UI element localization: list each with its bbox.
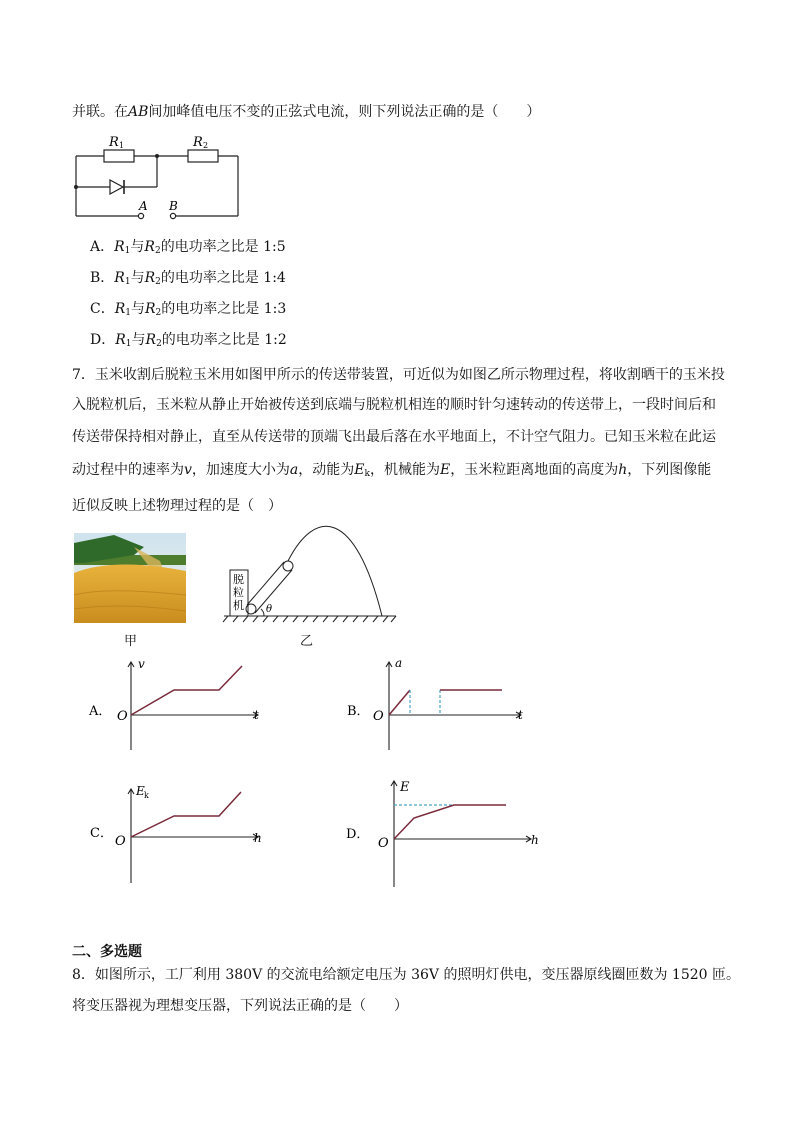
circuit-diagram: [70, 130, 250, 225]
q6-option-a[interactable]: A．$R_1$与$R_2$的电功率之比是 1:5: [90, 239, 286, 256]
graph-a-curve: [131, 666, 242, 715]
svg-text:O: O: [378, 836, 389, 851]
label-r2: R: [193, 135, 203, 150]
svg-text:E: E: [136, 784, 145, 798]
svg-text:t: t: [254, 708, 259, 722]
q6-option-d[interactable]: D．$R_1$与$R_2$的电功率之比是 1:2: [90, 332, 287, 349]
harvest-photo: [74, 533, 186, 623]
q8-line-2: 将变压器视为理想变压器，下列说法正确的是（ ）: [72, 998, 408, 1014]
resistor-r2: [188, 150, 218, 162]
conveyor-diagram: [220, 520, 405, 625]
label-r2-sub: 2: [203, 141, 209, 150]
q6-stem-post: 间加峰值电压不变的正弦式电流，则下列说法正确的是（ ）: [148, 104, 541, 120]
svg-text:B．: B．: [347, 704, 370, 719]
svg-text:v: v: [138, 657, 145, 671]
q7-line-5: 近似反映上述物理过程的是（ ）: [72, 498, 282, 514]
q7-line-4: 动过程中的速率为v，加速度大小为a，动能为$E_k$，机械能为E，玉米粒距离地面的高度为h，下列图像能: [72, 462, 712, 479]
top-roller: [283, 561, 293, 571]
svg-text:A．: A．: [89, 704, 112, 719]
graph-c[interactable]: [86, 775, 276, 887]
q7-line-1: 7．玉米收割后脱粒玉米用如图甲所示的传送带装置，可近似为如图乙所示物理过程，将收割晒干的玉米投: [72, 367, 725, 383]
svg-text:E: E: [400, 780, 410, 795]
resistor-r1: [104, 150, 134, 162]
trajectory: [288, 526, 382, 616]
label-a: A: [139, 199, 148, 213]
svg-text:a: a: [395, 656, 403, 670]
svg-text:h: h: [531, 833, 539, 847]
svg-text:O: O: [115, 834, 126, 849]
graph-d[interactable]: [344, 775, 544, 890]
svg-text:粒: 粒: [233, 586, 244, 599]
q7-line-2: 入脱粒机后，玉米粒从静止开始被传送到底端与脱粒机相连的顺时针匀速转动的传送带上，一段时间后和: [72, 397, 716, 413]
theta-label: θ: [266, 604, 273, 615]
svg-text:O: O: [117, 709, 128, 724]
terminal-a: [138, 213, 143, 218]
svg-text:机: 机: [233, 599, 244, 612]
svg-text:k: k: [144, 791, 149, 800]
svg-text:C．: C．: [90, 826, 113, 841]
q7-line-3: 传送带保持相对静止，直至从传送带的顶端飞出最后落在水平地面上，不计空气阻力。已知玉米粒在此运: [72, 429, 716, 445]
q6-stem: [72, 103, 540, 121]
label-r1-sub: 1: [119, 141, 125, 150]
svg-text:O: O: [373, 709, 384, 724]
label-b: B: [169, 199, 178, 213]
label-r1: R: [109, 135, 119, 150]
terminal-b: [170, 213, 175, 218]
diode-icon: [110, 180, 123, 194]
svg-text:D．: D．: [346, 827, 370, 842]
svg-text:脱: 脱: [233, 573, 244, 586]
graph-b[interactable]: [344, 650, 534, 755]
section-title: 二、多选题: [72, 944, 142, 960]
q6-stem-ab: AB: [128, 104, 149, 120]
svg-text:t: t: [518, 708, 523, 722]
figure-jia-caption: 甲: [124, 634, 138, 649]
q6-option-c[interactable]: C．$R_1$与$R_2$的电功率之比是 1:3: [90, 301, 287, 318]
q6-option-b[interactable]: B．$R_1$与$R_2$的电功率之比是 1:4: [90, 270, 286, 287]
q6-stem-pre: 并联。在: [72, 104, 128, 120]
q8-line-1: 8．如图所示，工厂利用 380V 的交流电给额定电压为 36V 的照明灯供电，变压器原线圈匝数为 1520 匝。: [72, 967, 740, 983]
graph-d-curve: [394, 805, 506, 839]
graph-a[interactable]: [86, 650, 276, 755]
svg-text:h: h: [254, 831, 262, 845]
figure-yi-caption: 乙: [300, 634, 314, 649]
